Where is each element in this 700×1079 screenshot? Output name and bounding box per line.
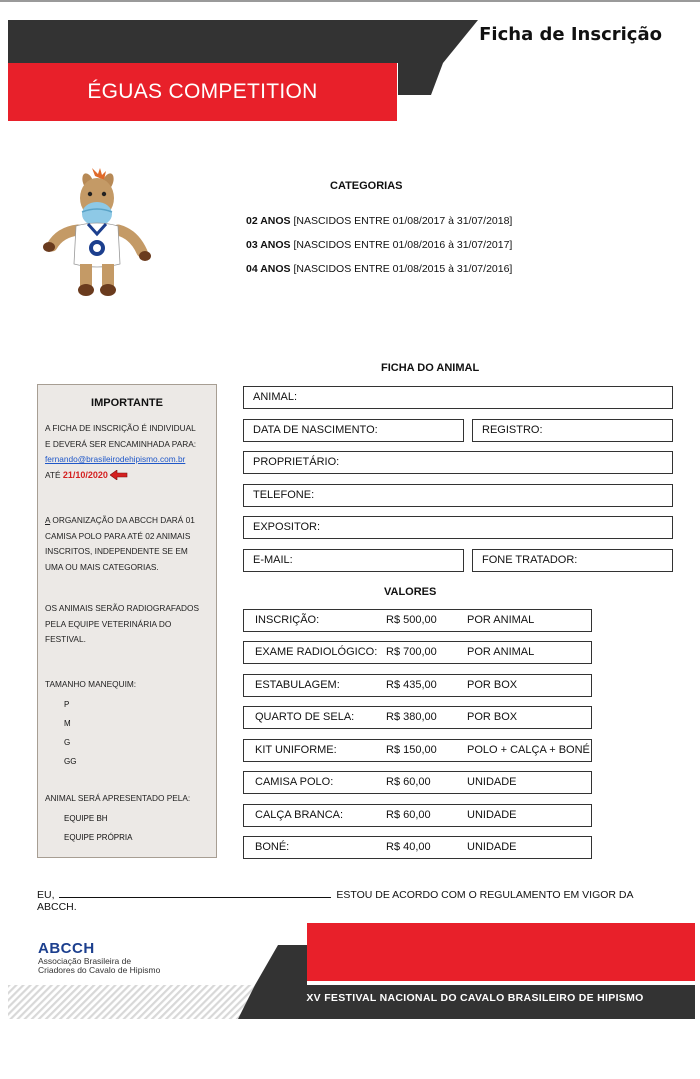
important-text-span: ORGANIZAÇÃO DA ABCCH DARÁ 01	[52, 515, 195, 525]
agreement-prefix: EU,	[37, 889, 55, 901]
fee-price: R$ 150,00	[386, 744, 437, 756]
fee-price: R$ 60,00	[386, 776, 431, 788]
fee-unit: UNIDADE	[467, 841, 517, 853]
category-range: [NASCIDOS ENTRE 01/08/2016 à 31/07/2017]	[293, 239, 513, 251]
size-option: M	[64, 719, 71, 728]
fee-label: ESTABULAGEM:	[255, 679, 340, 691]
header-dark-tail	[398, 63, 443, 95]
size-option: P	[64, 700, 70, 709]
important-paragraph-1	[45, 421, 211, 483]
fee-unit: UNIDADE	[467, 809, 517, 821]
fee-label: BONÉ:	[255, 841, 290, 853]
fee-unit: UNIDADE	[467, 776, 517, 788]
fee-label: QUARTO DE SELA:	[255, 711, 355, 723]
fee-unit: POR ANIMAL	[467, 646, 535, 658]
handler-phone-field[interactable]: FONE TRATADOR:	[472, 549, 673, 572]
logo-line: Criadores do Cavalo de Hipismo	[38, 965, 161, 975]
important-sidebar	[37, 384, 217, 858]
fee-unit: POR BOX	[467, 679, 518, 691]
contact-email-link[interactable]: fernando@brasileirodehipismo.com.br	[45, 454, 186, 464]
fee-label: CALÇA BRANCA:	[255, 809, 344, 821]
header-dark-band	[8, 20, 478, 63]
fee-label: KIT UNIFORME:	[255, 744, 337, 756]
fee-row	[243, 739, 592, 762]
event-title: XV FESTIVAL NACIONAL DO CAVALO BRASILEIRO DE HIPISMO	[306, 992, 644, 1004]
fee-unit: POLO + CALÇA + BONÉ	[467, 744, 590, 756]
animal-form-heading: FICHA DO ANIMAL	[381, 362, 480, 374]
important-text-line: CAMISA POLO PARA ATÉ 02 ANIMAIS	[45, 530, 191, 541]
category-range: [NASCIDOS ENTRE 01/08/2017 à 31/07/2018]	[293, 215, 513, 227]
fee-label: CAMISA POLO:	[255, 776, 334, 788]
fee-unit: POR ANIMAL	[467, 614, 535, 626]
deadline-date: 21/10/2020	[62, 469, 108, 480]
deadline-line	[45, 468, 211, 484]
team-option: EQUIPE BH	[64, 814, 108, 823]
important-paragraph-3	[45, 601, 211, 648]
team-option: EQUIPE PRÓPRIA	[64, 833, 133, 842]
categories-heading: CATEGORIAS	[330, 180, 403, 192]
team-options	[64, 809, 132, 847]
category-item	[246, 263, 512, 275]
deadline-prefix: ATÉ	[45, 469, 61, 480]
category-age: 04 ANOS	[246, 263, 291, 275]
size-option: GG	[64, 757, 77, 766]
important-heading: IMPORTANTE	[91, 397, 163, 409]
category-range: [NASCIDOS ENTRE 01/08/2015 à 31/07/2016]	[293, 263, 513, 275]
fee-row	[243, 674, 592, 697]
fee-price: R$ 40,00	[386, 841, 431, 853]
fee-row	[243, 804, 592, 827]
size-option: G	[64, 738, 71, 747]
team-heading: ANIMAL SERÁ APRESENTADO PELA:	[45, 793, 191, 803]
important-paragraph-2	[45, 513, 211, 575]
form-title: Ficha de Inscrição	[479, 24, 662, 45]
agreement-line	[37, 887, 673, 913]
registry-field[interactable]: REGISTRO:	[472, 419, 673, 442]
fee-row	[243, 771, 592, 794]
logo-abbr: ABCCH	[38, 940, 95, 957]
fee-label: INSCRIÇÃO:	[255, 614, 320, 626]
fee-row	[243, 836, 592, 859]
agreement-suffix: ESTOU DE ACORDO COM O REGULAMENTO EM VIGOR DA ABCCH.	[37, 889, 633, 913]
important-text-line: PELA EQUIPE VETERINÁRIA DO	[45, 618, 172, 629]
phone-field[interactable]: TELEFONE:	[243, 484, 673, 507]
fee-price: R$ 700,00	[386, 646, 437, 658]
competition-title: ÉGUAS COMPETITION	[87, 80, 318, 103]
fee-price: R$ 380,00	[386, 711, 437, 723]
fee-row	[243, 609, 592, 632]
important-text-line: FESTIVAL.	[45, 634, 86, 644]
fee-row	[243, 706, 592, 729]
important-text-line: E DEVERÁ SER ENCAMINHADA PARA:	[45, 438, 197, 449]
important-text-line: OS ANIMAIS SERÃO RADIOGRAFADOS	[45, 603, 199, 613]
fee-price: R$ 60,00	[386, 809, 431, 821]
abcch-logo	[38, 940, 160, 975]
red-arrow-icon	[110, 470, 128, 480]
fee-price: R$ 435,00	[386, 679, 437, 691]
footer-dark-wedge	[255, 945, 307, 985]
important-text-line	[45, 513, 211, 529]
category-item	[246, 215, 512, 227]
values-heading: VALORES	[384, 586, 437, 598]
underlined-letter: A	[45, 515, 51, 525]
important-text-line: INSCRITOS, INDEPENDENTE SE EM	[45, 546, 188, 556]
category-age: 02 ANOS	[246, 215, 291, 227]
fee-label: EXAME RADIOLÓGICO:	[255, 646, 378, 658]
footer-hatch	[8, 985, 255, 1019]
fee-unit: POR BOX	[467, 711, 518, 723]
logo-line: Associação Brasileira de	[38, 956, 132, 966]
important-text-line: A FICHA DE INSCRIÇÃO É INDIVIDUAL	[45, 423, 196, 433]
category-age: 03 ANOS	[246, 239, 291, 251]
size-heading: TAMANHO MANEQUIM:	[45, 679, 137, 689]
exhibitor-field[interactable]: EXPOSITOR:	[243, 516, 673, 539]
horse-mascot-image	[40, 168, 155, 303]
fee-price: R$ 500,00	[386, 614, 437, 626]
category-item	[246, 239, 512, 251]
owner-field[interactable]: PROPRIETÁRIO:	[243, 451, 673, 474]
email-field[interactable]: E-MAIL:	[243, 549, 464, 572]
birth-date-field[interactable]: DATA DE NASCIMENTO:	[243, 419, 464, 442]
size-options	[64, 695, 76, 771]
footer-red-band	[307, 923, 695, 981]
animal-name-field[interactable]: ANIMAL:	[243, 386, 673, 409]
important-text-line: UMA OU MAIS CATEGORIAS.	[45, 561, 159, 572]
signature-name-blank[interactable]	[59, 887, 331, 898]
fee-row	[243, 641, 592, 664]
